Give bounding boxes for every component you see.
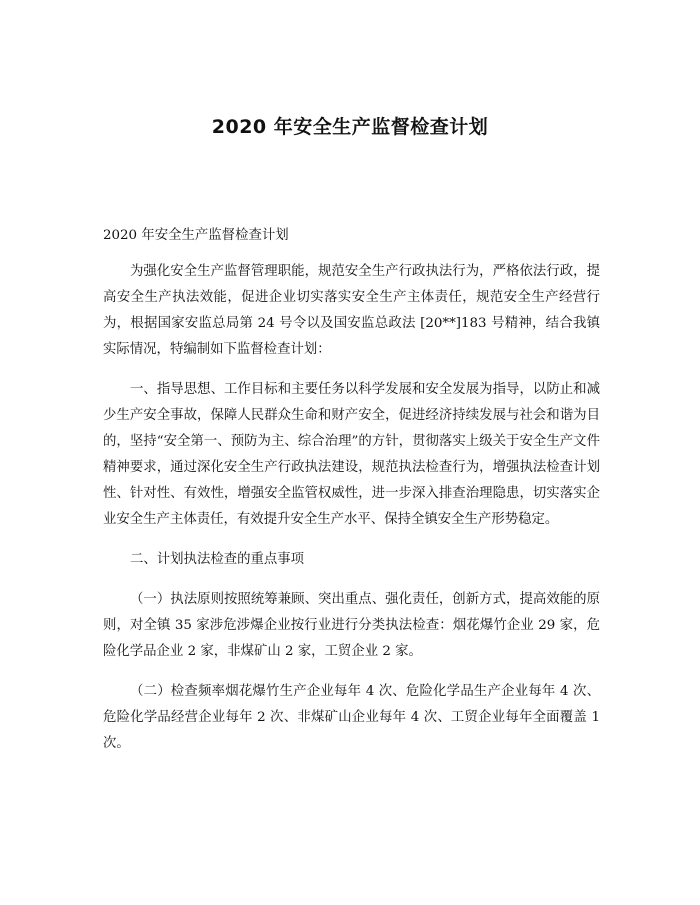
document-title: 2020 年安全生产监督检查计划 — [211, 116, 489, 138]
section-heading-key-items: 二、计划执法检查的重点事项 — [130, 552, 305, 567]
paragraph-enforcement-principle: （一）执法原则按照统筹兼顾、突出重点、强化责任，创新方式，提高效能的原则，对全镇 35 家涉危涉爆企业按行业进行分类执法检查：烟花爆竹企业 29 家，危险化学品企业 2 家，非煤矿山 2 家，工贸企业 2 家。 — [103, 592, 600, 659]
paragraph-inspection-frequency: （二）检查频率烟花爆竹生产企业每年 4 次、危险化学品生产企业每年 4 次、危险化学品经营企业每年 2 次、非煤矿山企业每年 4 次、工贸企业每年全面覆盖 1 次。 — [103, 684, 600, 751]
paragraph-intro: 为强化安全生产监督管理职能，规范安全生产行政执法行为，严格依法行政，提高安全生产执法效能，促进企业切实落实安全生产主体责任，规范安全生产经营行为，根据国家安监总局第 24 号令以及国安监总政法 [20**]183 号精神，结合我镇实际情况，特编制如下监督检查计划： — [103, 264, 600, 357]
paragraph-guiding-ideology: 一、指导思想、工作目标和主要任务以科学发展和安全发展为指导，以防止和减少生产安全事故，保障人民群众生命和财产安全，促进经济持续发展与社会和谐为目的，坚持“安全第一、预防为主、综合治理”的方针，贯彻落实上级关于安全生产文件精神要求，通过深化安全生产行政执法建设，规范执法检查行为，增强执法检查计划性、针对性、有效性，增强安全监管权威性，进一步深入排查治理隐患，切实落实企业安全生产主体责任，有效提升安全生产水平、保持全镇安全生产形势稳定。 — [103, 382, 600, 527]
document-subtitle: 2020 年安全生产监督检查计划 — [103, 228, 289, 243]
document-body — [103, 223, 600, 771]
